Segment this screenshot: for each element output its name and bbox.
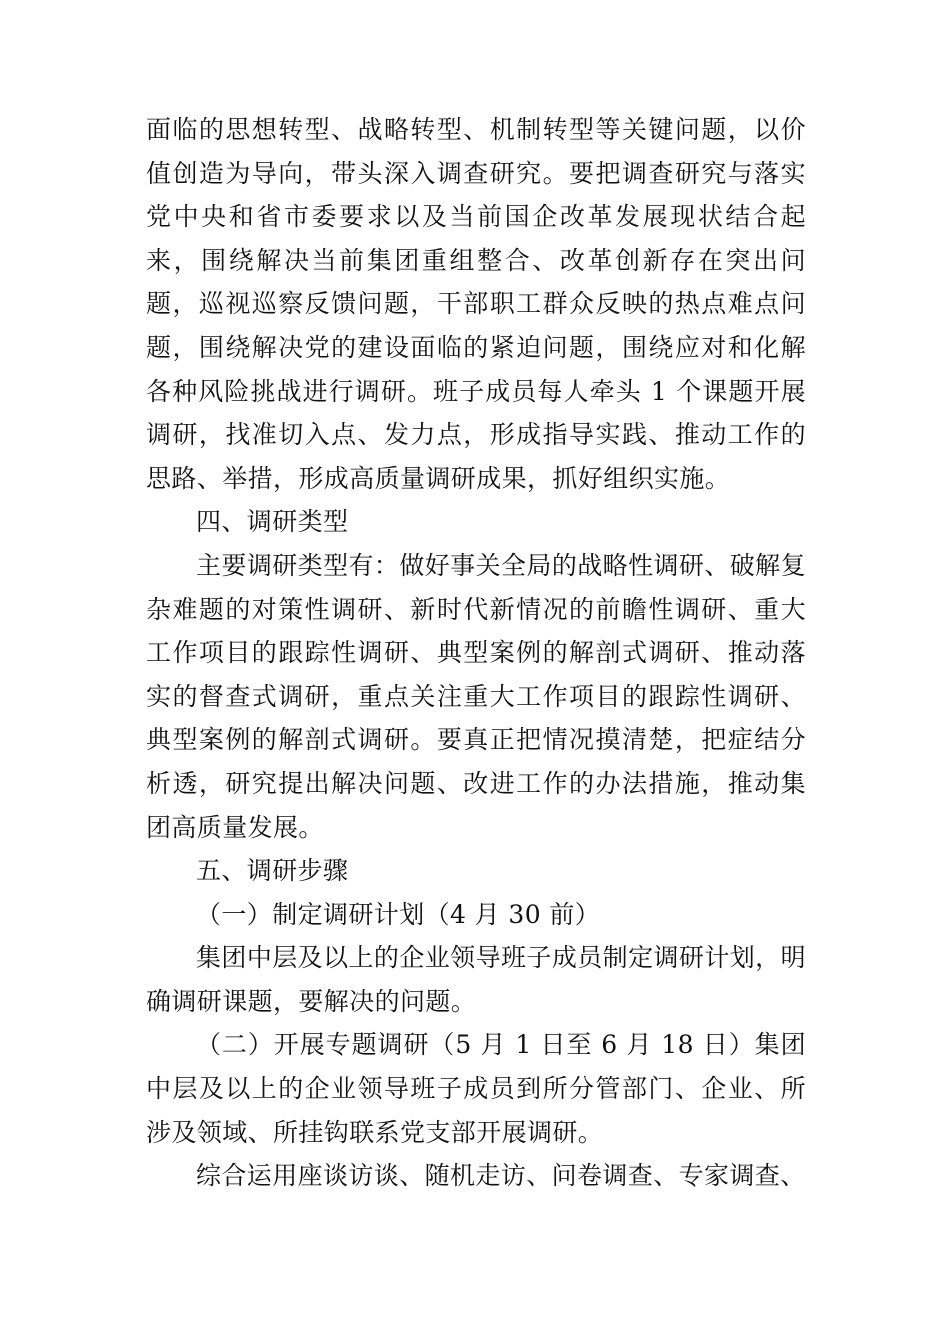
subheading-make-plan: （一）制定调研计划（4 月 30 前） — [196, 899, 601, 929]
paragraph-make-plan: 集团中层及以上的企业领导班子成员制定调研计划，明确调研课题，要解决的问题。 — [146, 943, 806, 1016]
paragraph-research-types: 主要调研类型有：做好事关全局的战略性调研、破解复杂难题的对策性调研、新时代新情况的前瞻性调研、重大工作项目的跟踪性调研、典型案例的解剖式调研、推动落实的督查式调研，重点关注重大工作项目的跟踪性调研、典型案例的解剖式调研。要真正把情况摸清楚，把症结分析透，研究提出解决问题、改进工作的办法措施，推动集团高质量发展。 — [146, 550, 806, 842]
paragraph-methods: 综合运用座谈访谈、随机走访、问卷调查、专家调查、 — [196, 1161, 806, 1191]
document-body — [146, 108, 806, 1198]
heading-research-steps: 五、调研步骤 — [196, 856, 349, 886]
paragraph-special-research: （二）开展专题调研（5 月 1 日至 6 月 18 日）集团中层及以上的企业领导班子成员到所分管部门、企业、所涉及领域、所挂钩联系党支部开展调研。 — [146, 1030, 806, 1147]
paragraph-research-focus: 面临的思想转型、战略转型、机制转型等关键问题，以价值创造为导向，带头深入调查研究。要把调查研究与落实党中央和省市委要求以及当前国企改革发展现状结合起来，围绕解决当前集团重组整合、改革创新存在突出问题，巡视巡察反馈问题，干部职工群众反映的热点难点问题，围绕解决党的建设面临的紧迫问题，围绕应对和化解各种风险挑战进行调研。班子成员每人牵头 1 个课题开展调研，找准切入点、发力点，形成指导实践、推动工作的思路、举措，形成高质量调研成果，抓好组织实施。 — [146, 115, 806, 493]
heading-research-types: 四、调研类型 — [196, 507, 349, 537]
